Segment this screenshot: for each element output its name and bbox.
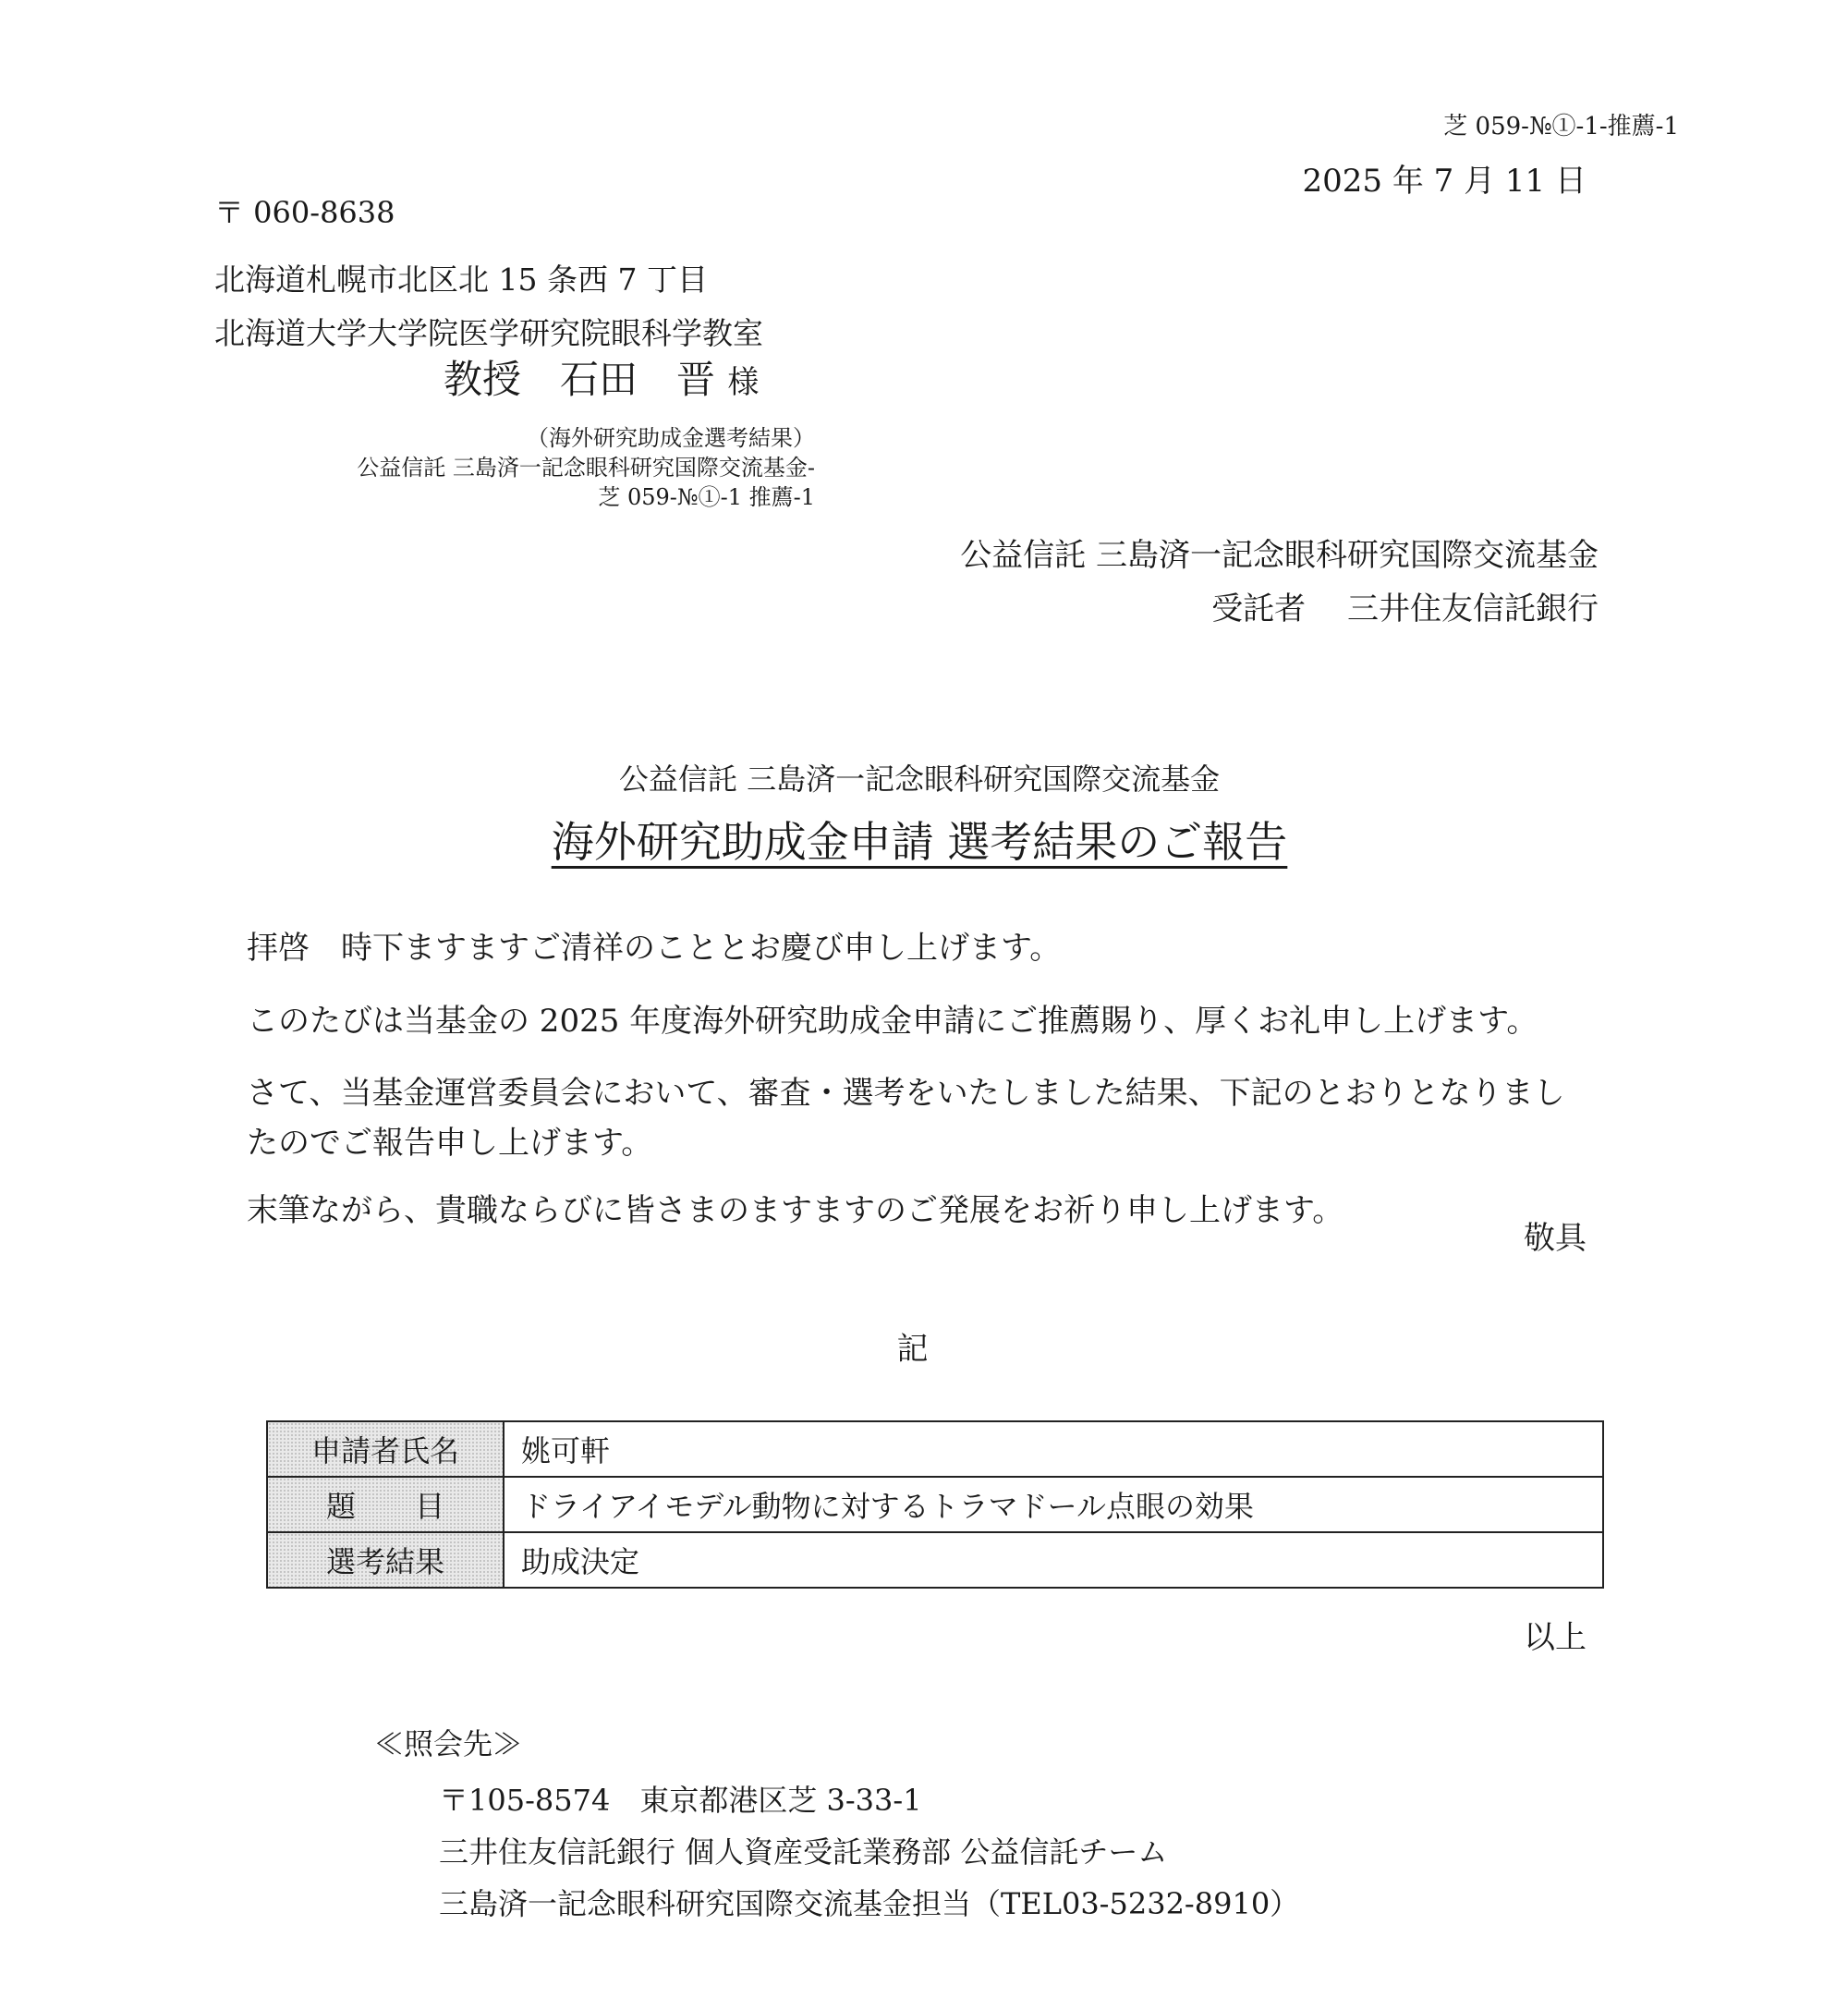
reference-line-1: （海外研究助成金選考結果） [527,425,815,451]
document-org-title: 公益信託 三島済一記念眼科研究国際交流基金 [618,761,1221,797]
contact-address: 〒105-8574 東京都港区芝 3-33-1 [439,1783,922,1818]
contact-heading: ≪照会先≫ [374,1726,523,1761]
document-title [0,809,1839,870]
reference-block [357,423,815,512]
recipient-title-name: 教授 石田 晋 [444,357,716,402]
recipient-affiliation: 北海道大学大学院医学研究院眼科学教室 [214,315,763,351]
table-value: 助成決定 [504,1532,1603,1588]
closing-keigu: 敬具 [1524,1220,1587,1257]
sender-block [960,529,1599,636]
table-row [267,1532,1603,1588]
body-paragraph-closing: 末筆ながら、貴職ならびに皆さまのますますのご発展をお祈り申し上げます。 [247,1192,1344,1229]
letter-date: 2025 年 7 月 11 日 [1302,163,1587,200]
body-paragraph-result: さて、当基金運営委員会において、審査・選考をいたしました結果、下記のとおりとなりましたのでご報告申し上げます。 [247,1075,1565,1162]
table-row [267,1421,1603,1477]
sender-org: 公益信託 三島済一記念眼科研究国際交流基金 [960,537,1599,574]
table-value: 姚可軒 [504,1421,1603,1477]
recipient-honorific: 様 [727,364,760,401]
body-paragraph-thanks: このたびは当基金の 2025 年度海外研究助成金申請にご推薦賜り、厚くお礼申し上げます。 [247,1003,1538,1040]
table-label: 申請者氏名 [267,1421,504,1477]
ki-heading: 記 [896,1331,929,1368]
contact-department: 三井住友信託銀行 個人資産受託業務部 公益信託チーム [439,1834,1168,1870]
reference-code: 芝 059-№①-1-推薦-1 [1443,113,1679,140]
reference-line-2: 公益信託 三島済一記念眼科研究国際交流基金- [357,455,815,481]
table-row [267,1477,1603,1532]
recipient-postal-code: 〒 060-8638 [214,195,395,230]
table-value: ドライアイモデル動物に対するトラマドール点眼の効果 [504,1477,1603,1532]
contact-block [439,1774,1299,1930]
closing-ijo: 以上 [1524,1619,1587,1656]
letter-body [247,922,1605,1230]
table-label: 選考結果 [267,1532,504,1588]
recipient-address: 北海道札幌市北区北 15 条西 7 丁目 [214,262,708,298]
body-paragraph-greeting: 拝啓 時下ますますご清祥のこととお慶び申し上げます。 [247,930,1062,967]
contact-phone: 三島済一記念眼科研究国際交流基金担当（TEL03-5232-8910） [439,1886,1300,1921]
reference-line-3: 芝 059-№①-1 推薦-1 [598,484,815,510]
result-table [266,1420,1604,1589]
table-label: 題 目 [267,1477,504,1532]
recipient-name [444,349,759,405]
sender-trustee: 受託者 三井住友信託銀行 [1211,591,1599,627]
document-title-text: 海外研究助成金申請 選考結果のご報告 [551,817,1288,867]
